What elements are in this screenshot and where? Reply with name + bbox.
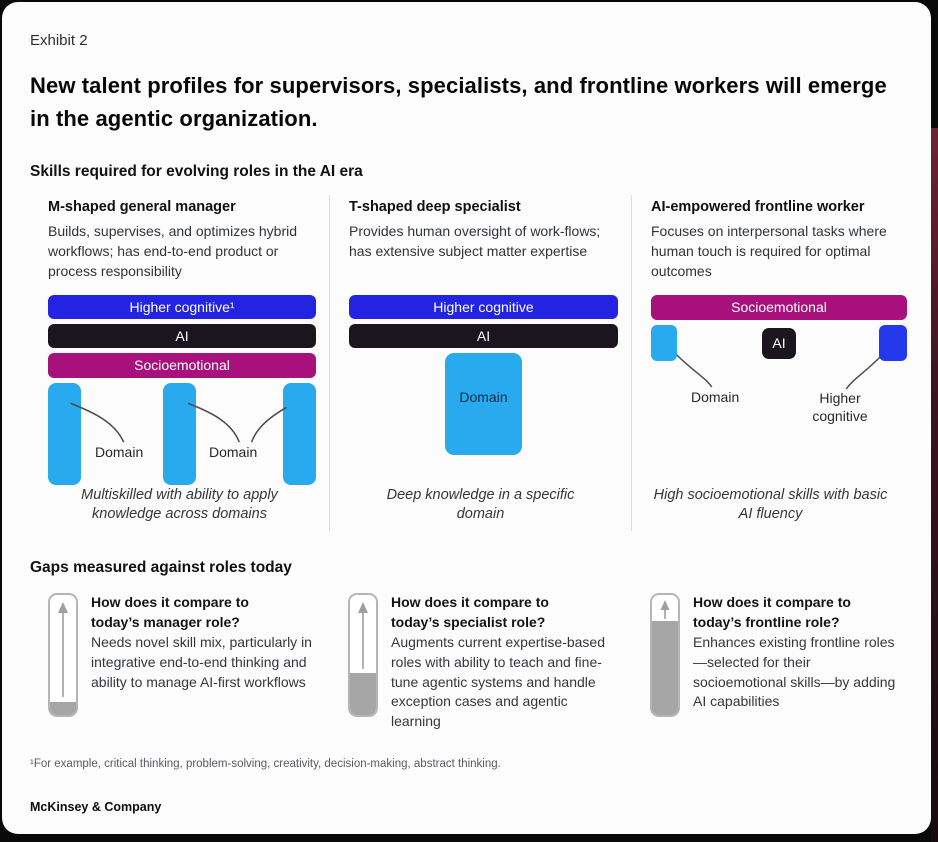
higher-cognitive-label: Higher cognitive: [812, 389, 868, 425]
gap-text: [693, 593, 907, 732]
gaps-section-heading: Gaps measured against roles today: [30, 559, 292, 576]
column-title: T-shaped deep specialist: [349, 199, 521, 215]
gaps-grid: [30, 593, 909, 732]
page-title: New talent profiles for supervisors, specialists, and frontline workers will emerge in the agentic organization.: [30, 73, 887, 131]
skill-column-specialist: [329, 195, 631, 531]
ai-bar: AI: [349, 324, 618, 348]
domain-block: Domain: [445, 353, 522, 455]
ai-bar: AI: [48, 324, 316, 348]
skills-grid: [30, 195, 909, 531]
skill-column-frontline: [631, 195, 909, 531]
gap-cell-specialist: [329, 593, 631, 732]
column-description: Provides human oversight of work-flows; has extensive subject matter expertise: [349, 222, 601, 260]
frontline-diagram: [651, 325, 907, 453]
ai-square: AI: [762, 328, 796, 359]
gap-gauge: [48, 593, 78, 717]
gap-answer: Needs novel skill mix, particularly in integrative end-to-end thinking and ability to manage AI-first workflows: [91, 633, 312, 690]
exhibit-card: [2, 2, 931, 834]
arrow-up-icon: [50, 595, 76, 715]
higher-cognitive-bar: Higher cognitive: [349, 295, 618, 319]
domain-label: Domain: [691, 388, 740, 405]
gap-answer: Augments current expertise-based roles with ability to teach and fine-tune agentic systems and handle exception cases and agentic learning: [391, 633, 605, 730]
domain-label-right: Domain: [209, 443, 258, 460]
column-title: AI-empowered frontline worker: [651, 199, 865, 215]
gap-text: [91, 593, 317, 732]
higher-cognitive-bar: Higher cognitive¹: [48, 295, 316, 319]
gap-cell-manager: [30, 593, 329, 732]
gap-gauge: [650, 593, 680, 717]
arrow-up-icon: [350, 595, 376, 715]
column-description: Focuses on interpersonal tasks where human touch is required for optimal outcomes: [651, 222, 887, 280]
gap-answer: Enhances existing frontline roles—selected for their socioemotional skills—by adding AI capabilities: [693, 633, 896, 710]
socioemotional-bar: Socioemotional: [651, 295, 907, 320]
domain-label-left: Domain: [95, 443, 144, 460]
column-caption: High socioemotional skills with basic AI fluency: [653, 486, 888, 523]
gap-question: How does it compare to today’s manager role?: [91, 594, 249, 630]
socioemotional-bar: Socioemotional: [48, 353, 316, 378]
column-title: M-shaped general manager: [48, 199, 236, 215]
arrow-up-icon: [652, 595, 678, 715]
domain-legs: [48, 383, 316, 487]
skills-section-heading: Skills required for evolving roles in the AI era: [30, 163, 363, 180]
exhibit-label: Exhibit 2: [30, 32, 88, 49]
gap-question: How does it compare to today’s frontline role?: [693, 594, 851, 630]
column-caption: Deep knowledge in a specific domain: [386, 486, 575, 523]
column-caption: Multiskilled with ability to apply knowledge across domains: [81, 486, 278, 523]
skill-column-manager: [30, 195, 329, 531]
footnote: ¹For example, critical thinking, problem-solving, creativity, decision-making, abstract thinking.: [30, 758, 501, 771]
gap-gauge: [348, 593, 378, 717]
column-description: Builds, supervises, and optimizes hybrid workflows; has end-to-end product or process responsibility: [48, 222, 298, 280]
connector-curves: [48, 383, 316, 487]
brand-wordmark: McKinsey & Company: [30, 800, 162, 815]
right-edge-strip: [931, 128, 938, 842]
gap-text: [391, 593, 617, 732]
gap-cell-frontline: [631, 593, 909, 732]
gap-question: How does it compare to today’s specialist role?: [391, 594, 549, 630]
